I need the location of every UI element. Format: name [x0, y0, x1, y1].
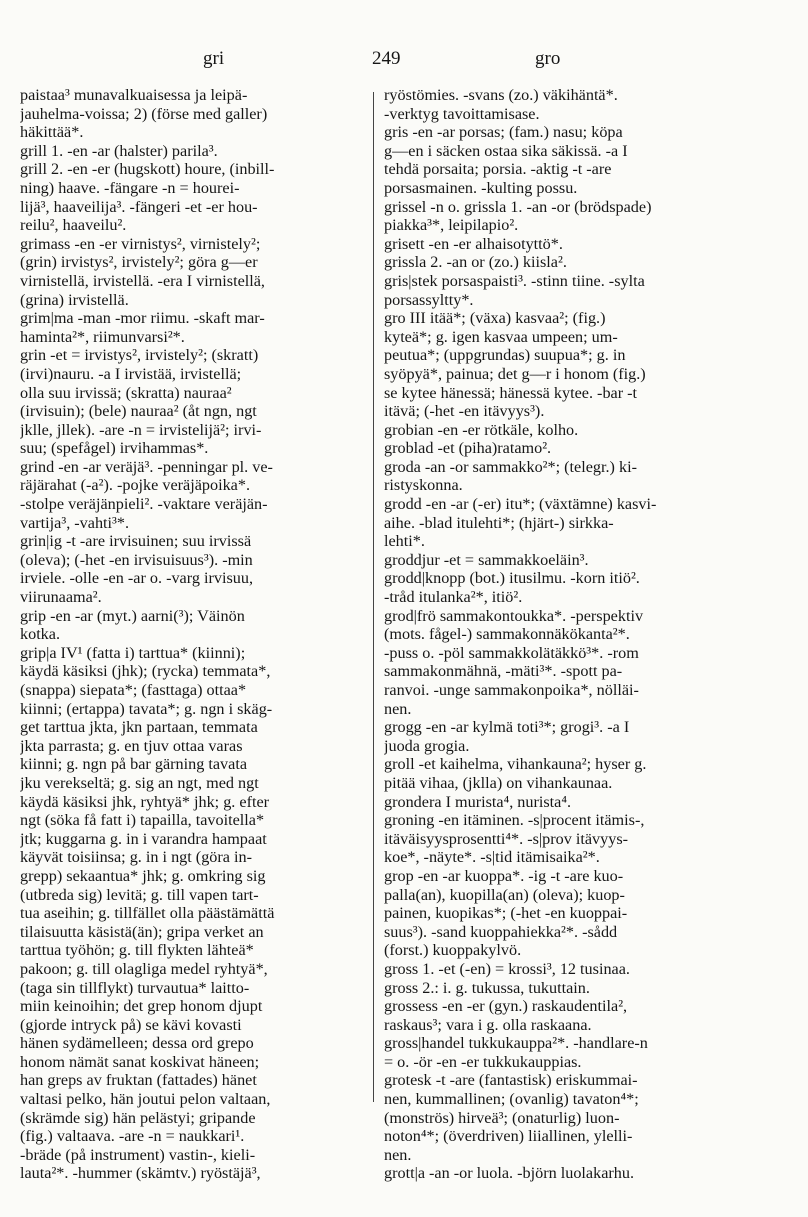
text-line: itävä; (-het -en itävyys³). [384, 402, 545, 421]
text-line: porsassyltty*. [384, 290, 474, 309]
text-line: syöpyä*, painua; det g—r i honom (fig.) [384, 364, 646, 383]
text-line: g—en i säcken ostaa sika säkissä. -a I [384, 141, 628, 160]
text-line: tilaisuutta käsistä(än); gripa verket an [20, 922, 264, 941]
text-line: (utbreda sig) levitä; g. till vapen tart- [20, 885, 259, 904]
text-line: grodd -en -ar (-er) itu*; (växtämne) kasvi- [384, 495, 657, 514]
text-line: lijä³, haaveilija³. -fängeri -et -er hou- [20, 197, 258, 216]
text-line: haminta²*, riimunvarsi²*. [20, 327, 185, 346]
text-line: -verktyg tavoittamisase. [384, 104, 540, 123]
text-line: grill 1. -en -ar (halster) parila³. [20, 141, 218, 160]
text-line: lauta²*. -hummer (skämtv.) ryöstäjä³, [20, 1164, 261, 1183]
text-line: groda -an -or sammakko²*; (telegr.) ki- [384, 457, 637, 476]
text-line: groning -en itäminen. -s|procent itämis-, [384, 811, 645, 830]
left-column [20, 86, 366, 1183]
text-line: jauhelma-voissa; 2) (förse med galler) [20, 104, 268, 123]
text-line: grissel -n o. grissla 1. -an -or (brödspade) [384, 197, 652, 216]
text-line: (irvi)nauru. -a I irvistää, irvistellä; [20, 364, 242, 383]
text-line: gross 2.: i. g. tukussa, tukuttain. [384, 978, 590, 997]
text-line: häkittää*. [20, 123, 84, 142]
text-line: gro III itää*; (växa) kasvaa²; (fig.) [384, 309, 606, 328]
text-line: painen, kuopikas*; (-het -en kuoppai- [384, 904, 628, 923]
text-line: (skrämde sig) hän pelästyi; gripande [20, 1108, 256, 1127]
text-line: tua aseihin; g. tillfället olla päästämättä [20, 904, 275, 923]
text-line: grepp) sekaantua* jhk; g. omkring sig [20, 866, 266, 885]
text-line: grin|ig -t -are irvisuinen; suu irvissä [20, 532, 252, 551]
text-line: hänen sydämelleen; dessa ord grepo [20, 1034, 254, 1053]
text-line: kyteä*; g. igen kasvaa umpeen; um- [384, 327, 618, 346]
text-line: nen. [384, 1145, 412, 1164]
text-line: grin -et = irvistys², irvistely²; (skratt) [20, 346, 259, 365]
text-line: suus³). -sand kuoppahiekka²*. -sådd [384, 922, 618, 941]
text-line: grossess -en -er (gyn.) raskaudentila², [384, 997, 628, 1016]
text-line: (irvisuin); (bele) nauraa² (åt ngn, ngt [20, 402, 257, 421]
text-line: porsasmainen. -kulting possu. [384, 178, 578, 197]
header-left-guide-word: gri [203, 48, 225, 69]
text-line: grisett -en -er alhaisotyttö*. [384, 234, 563, 253]
text-line: kiinni; (ertappa) tavata*; g. ngn i skäg- [20, 699, 273, 718]
text-line: käydä käsiksi (jhk); (rycka) temmata*, [20, 662, 271, 681]
text-line: vartija³, -vahti³*. [20, 513, 130, 532]
text-line: (oleva); (-het -en irvisuisuus³). -min [20, 550, 253, 569]
text-line: grop -en -ar kuoppa*. -ig -t -are kuo- [384, 866, 624, 885]
text-line: (gjorde intryck på) se kävi kovasti [20, 1015, 242, 1034]
column-divider [373, 92, 374, 1102]
text-line: get tarttua jkta, jkn partaan, temmata [20, 718, 258, 737]
text-line: -puss o. -pöl sammakkolätäkkö³*. -rom [384, 643, 639, 662]
text-line: (grina) irvistellä. [20, 290, 129, 309]
text-line: (taga sin tillflykt) turvautua* laitto- [20, 978, 250, 997]
text-line: nen, kummallinen; (ovanlig) tavaton⁴*; [384, 1090, 639, 1109]
text-line: (mots. fågel-) sammakonnäkökanta²*. [384, 625, 630, 644]
text-line: honom nämät sanat koskivat häneen; [20, 1052, 260, 1071]
text-line: se kytee hänessä; hänessä kytee. -bar -t [384, 383, 638, 402]
text-line: peutua*; (uppgrundas) suupua*; g. in [384, 346, 626, 365]
text-line: miin keinoihin; det grep honom djupt [20, 997, 263, 1016]
text-line: jkta parrasta; g. en tjuv ottaa varas [20, 736, 243, 755]
text-line: grott|a -an -or luola. -björn luolakarhu. [384, 1164, 635, 1183]
text-line: juoda grogia. [384, 736, 470, 755]
text-line: grod|frö sammakontoukka*. -perspektiv [384, 606, 644, 625]
text-line: räjärahat (-a²). -pojke veräjäpoika*. [20, 476, 251, 495]
text-line: -stolpe veräjänpieli². -vaktare veräjän- [20, 495, 268, 514]
text-line: grotesk -t -are (fantastisk) eriskummai- [384, 1071, 638, 1090]
text-line: nen. [384, 699, 412, 718]
text-line: groddjur -et = sammakkoeläin³. [384, 550, 589, 569]
text-line: aihe. -blad itulehti*; (hjärt-) sirkka- [384, 513, 614, 532]
text-line: koe*, -näyte*. -s|tid itämisaika²*. [384, 848, 600, 867]
text-line: (snappa) siepata*; (fasttaga) ottaa* [20, 681, 247, 699]
text-line: ristyskonna. [384, 476, 463, 495]
text-line: grip -en -ar (myt.) aarni(³); Väinön [20, 606, 245, 625]
text-line: paistaa³ munavalkuaisessa ja leipä- [20, 86, 248, 104]
header-right-guide-word: gro [535, 48, 561, 69]
text-line: gross 1. -et (-en) = krossi³, 12 tusinaa. [384, 959, 630, 978]
text-line: raskaus³; vara i g. olla raskaana. [384, 1015, 592, 1034]
text-line: grill 2. -en -er (hugskott) houre, (inbill- [20, 160, 275, 179]
text-line: jklle, jllek). -are -n = irvistelijä²; irvi- [20, 420, 262, 439]
text-line: -bräde (på instrument) vastin-, kieli- [20, 1145, 256, 1164]
text-line: grogg -en -ar kylmä toti³*; grogi³. -a I [384, 718, 630, 737]
text-line: pakoon; g. till olagliga medel ryhtyä*, [20, 959, 268, 978]
text-line: lehti*. [384, 532, 425, 551]
text-line: irviele. -olle -en -ar o. -varg irvisuu, [20, 569, 253, 588]
text-line: jku verekseltä; g. sig an ngt, med ngt [20, 773, 259, 792]
text-line: groll -et kaihelma, vihankauna²; hyser g. [384, 755, 647, 774]
right-column [384, 86, 770, 1183]
text-line: grip|a IV¹ (fatta i) tarttua* (kiinni); [20, 643, 246, 662]
text-line: pitää vihaa, (jklla) on vihankaunaa. [384, 773, 613, 792]
text-line: olla suu irvissä; (skratta) nauraa² [20, 383, 232, 402]
text-line: (forst.) kuoppakylvö. [384, 941, 522, 960]
text-line: ryöstömies. -svans (zo.) väkihäntä*. [384, 86, 618, 104]
text-line: käyvät toisiinsa; g. in i ngt (göra in- [20, 848, 252, 867]
text-line: palla(an), kuopilla(an) (oleva); kuop- [384, 885, 625, 904]
text-line: (fig.) valtaava. -are -n = naukkari¹. [20, 1127, 245, 1146]
text-line: jtk; kuggarna g. in i varandra hampaat [20, 829, 267, 848]
text-line: grimass -en -er virnistys², virnistely²; [20, 234, 261, 253]
text-line: grim|ma -man -mor riimu. -skaft mar- [20, 309, 265, 328]
text-line: viirunaama². [20, 588, 102, 607]
text-line: = o. -ör -en -er tukkukauppias. [384, 1052, 582, 1071]
text-line: reilu², haaveilu². [20, 216, 127, 235]
text-line: sammakonmähnä, -mäti³*. -spott pa- [384, 662, 623, 681]
text-line: noton⁴*; (överdriven) liiallinen, ylelli- [384, 1127, 633, 1146]
text-line: (grin) irvistys², irvistely²; göra g—er [20, 253, 258, 272]
text-line: gris -en -ar porsas; (fam.) nasu; köpa [384, 123, 623, 142]
text-line: grondera I murista⁴, nurista⁴. [384, 792, 572, 811]
text-line: gris|stek porsaspaisti³. -stinn tiine. -sylta [384, 271, 645, 290]
text-line: groblad -et (piha)ratamo². [384, 439, 552, 458]
text-line: gross|handel tukkukauppa²*. -handlare-n [384, 1034, 648, 1053]
text-line: kiinni; g. ngn på bar gärning tavata [20, 755, 248, 774]
text-line: käydä käsiksi jhk, ryhtyä* jhk; g. efter [20, 792, 270, 811]
text-line: tehdä porsaita; porsia. -aktig -t -are [384, 160, 612, 179]
text-line: valtasi pelko, hän joutui pelon valtaan, [20, 1090, 271, 1109]
text-line: ranvoi. -unge sammakonpoika*, nölläi- [384, 681, 639, 699]
text-line: han greps av fruktan (fattades) hänet [20, 1071, 257, 1090]
text-line: virnistellä, irvistellä. -era I virnistellä, [20, 271, 265, 290]
text-line: piakka³*, leipilapio². [384, 216, 519, 235]
text-line: kotka. [20, 625, 61, 644]
text-line: grodd|knopp (bot.) itusilmu. -korn itiö². [384, 569, 640, 588]
text-line: ngt (söka få fatt i) tapailla, tavoitella* [20, 811, 265, 830]
page-header [0, 48, 808, 78]
text-line: tarttua työhön; g. till flykten lähteä* [20, 941, 254, 960]
text-line: suu; (spefågel) irvihammas*. [20, 439, 209, 458]
text-line: grobian -en -er rötkäle, kolho. [384, 420, 579, 439]
text-line: itäväisyysprosentti⁴*. -s|prov itävyys- [384, 829, 629, 848]
page-number: 249 [372, 48, 401, 69]
text-line: grissla 2. -an or (zo.) kiisla². [384, 253, 567, 272]
text-line: -tråd itulanka²*, itiö². [384, 588, 523, 607]
text-line: (monströs) hirveä³; (onaturlig) luon- [384, 1108, 620, 1127]
text-line: grind -en -ar veräjä³. -penningar pl. ve- [20, 457, 273, 476]
text-line: ning) haave. -fängare -n = hourei- [20, 178, 240, 197]
